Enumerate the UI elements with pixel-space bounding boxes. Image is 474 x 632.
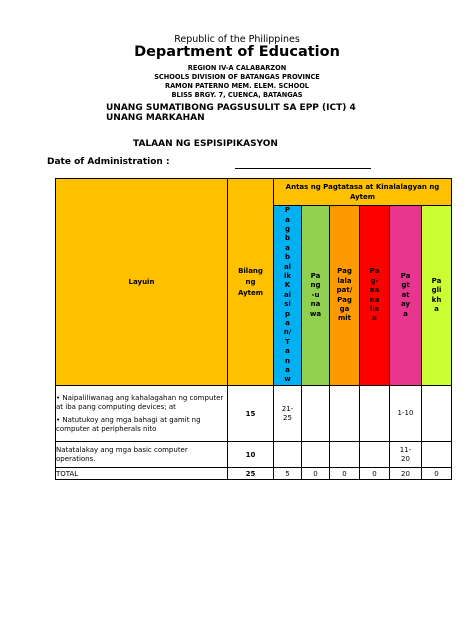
total-cell: 0	[360, 468, 390, 480]
total-cell: 0	[422, 468, 452, 480]
department-title: Department of Education	[134, 44, 340, 60]
header-bilang	[228, 179, 274, 386]
table-row	[56, 442, 452, 468]
item-placement-cell	[422, 442, 452, 468]
item-placement-cell	[302, 386, 330, 442]
region-line: REGION IV-A CALABARZON	[187, 64, 287, 72]
level-header-label: Pagtataya	[400, 271, 411, 318]
total-count: 25	[228, 468, 274, 480]
item-count-cell: 10	[228, 442, 274, 468]
total-cell: 20	[390, 468, 422, 480]
item-placement-cell	[360, 442, 390, 468]
exam-title: UNANG SUMATIBONG PAGSUSULIT SA EPP (ICT) 4	[106, 103, 356, 113]
item-placement-cell	[330, 386, 360, 442]
specification-table	[55, 178, 452, 480]
item-placement-cell	[360, 386, 390, 442]
objective-text: Natatalakay ang mga basic computer operations.	[56, 445, 188, 463]
level-header-3	[330, 206, 360, 386]
item-placement-cell	[330, 442, 360, 468]
level-header-1	[274, 206, 302, 386]
school-line: RAMON PATERNO MEM. ELEM. SCHOOL	[165, 82, 309, 90]
objective-cell	[56, 442, 228, 468]
level-header-2	[302, 206, 330, 386]
level-header-label: Paglalapat/Paggamit	[336, 267, 353, 323]
date-label: Date of Administration :	[47, 157, 170, 167]
total-cell: 5	[274, 468, 302, 480]
level-header-4	[360, 206, 390, 386]
address-line: BLISS BRGY. 7, CUENCA, BATANGAS	[171, 91, 303, 99]
specification-title: TALAAN NG ESPISIPIKASYON	[133, 139, 278, 149]
level-header-label: Paglikha	[431, 276, 442, 313]
item-placement-cell: 21- 25	[274, 386, 302, 442]
item-placement-cell	[302, 442, 330, 468]
level-header-5	[390, 206, 422, 386]
objective-cell	[56, 386, 228, 442]
total-row	[56, 468, 452, 480]
total-cell: 0	[330, 468, 360, 480]
header-antas: Antas ng Pagtatasa at Kinalalagyan ng Aytem	[274, 179, 452, 206]
level-header-label: PagbabalikKaisipan/Tanaw	[283, 206, 292, 384]
item-placement-cell	[274, 442, 302, 468]
quarter-title: UNANG MARKAHAN	[106, 113, 205, 123]
item-placement-cell: 11- 20	[390, 442, 422, 468]
item-count-cell: 15	[228, 386, 274, 442]
header-layuin: Layuin	[56, 179, 228, 386]
item-placement-cell: 1-10	[390, 386, 422, 442]
table-row	[56, 386, 452, 442]
level-header-6	[422, 206, 452, 386]
level-header-label: Pang-unawa	[309, 271, 322, 318]
header-bilang-label: Bilang ng Aytem	[237, 266, 264, 297]
total-label: TOTAL	[56, 468, 228, 480]
republic-line: Republic of the Philippines	[174, 34, 300, 45]
level-header-label: Pag-aanalisa	[369, 267, 380, 323]
division-line: SCHOOLS DIVISION OF BATANGAS PROVINCE	[154, 73, 320, 81]
objective-text: • Naipaliliwanag ang kahalagahan ng computer at iba pang computing devices; at	[56, 393, 224, 411]
objective-text: • Natutukoy ang mga bahagi at gamit ng computer at peripherals nito	[56, 415, 201, 433]
date-field-line[interactable]	[235, 168, 371, 169]
total-cell: 0	[302, 468, 330, 480]
item-placement-cell	[422, 386, 452, 442]
